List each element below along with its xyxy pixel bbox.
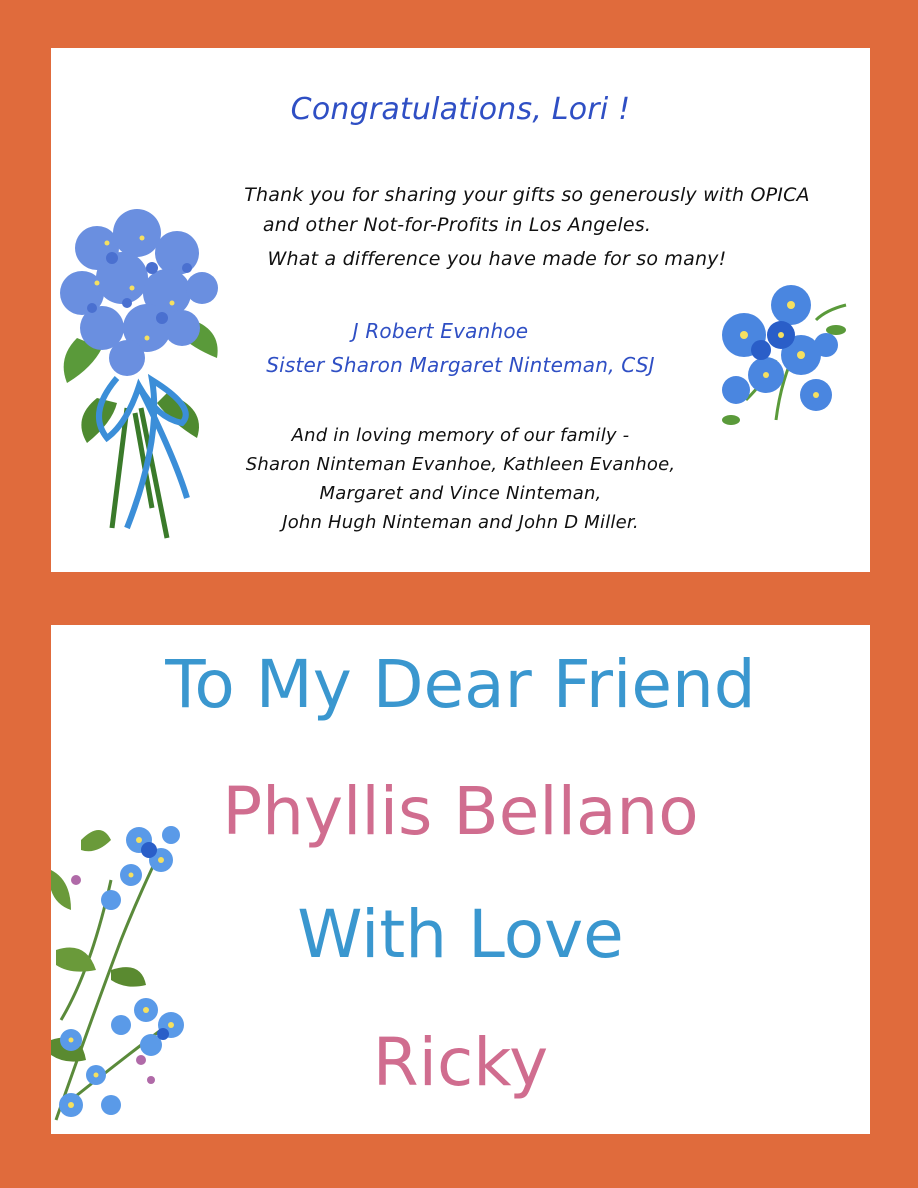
top-card <box>51 48 870 572</box>
forget-me-not-bouquet-icon <box>57 208 227 543</box>
memory-line: John Hugh Ninteman and John D Miller. <box>282 512 639 533</box>
signer-name: J Robert Evanhoe <box>352 319 529 343</box>
closing-line: With Love <box>297 896 624 973</box>
bottom-card <box>51 625 870 1134</box>
memory-line: And in loving memory of our family - <box>291 425 630 446</box>
sender-name: Ricky <box>372 1024 549 1101</box>
memory-line: Sharon Ninteman Evanhoe, Kathleen Evanhoe, <box>245 454 676 475</box>
thanks-line: and other Not-for-Profits in Los Angeles. <box>262 214 652 236</box>
memory-line: Margaret and Vince Ninteman, <box>319 483 602 504</box>
forget-me-not-cluster-icon <box>706 280 856 430</box>
forget-me-not-branch-icon <box>51 820 211 1134</box>
dedication-line: To My Dear Friend <box>165 646 756 723</box>
thanks-message <box>147 178 847 276</box>
thanks-line: Thank you for sharing your gifts so generously with OPICA <box>244 184 810 206</box>
signer-name: Sister Sharon Margaret Ninteman, CSJ <box>266 353 655 377</box>
greeting-heading: Congratulations, Lori ! <box>290 92 631 127</box>
thanks-line: What a difference you have made for so many! <box>267 248 727 270</box>
friend-name: Phyllis Bellano <box>222 773 699 850</box>
